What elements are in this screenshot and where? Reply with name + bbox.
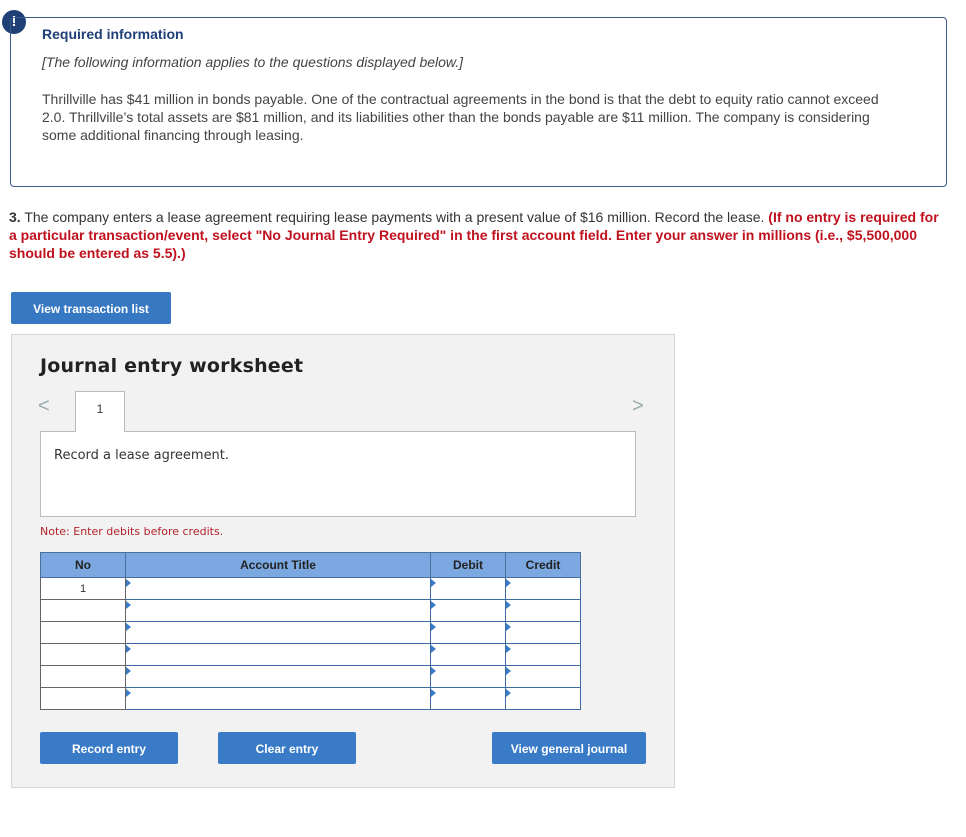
- question-number: 3.: [9, 209, 21, 225]
- account-title-select[interactable]: [126, 688, 431, 710]
- dropdown-arrow-icon: [431, 601, 436, 609]
- dropdown-arrow-icon: [431, 645, 436, 653]
- question-text: [9, 208, 949, 262]
- debit-input[interactable]: [431, 666, 506, 688]
- dropdown-arrow-icon: [126, 667, 131, 675]
- dropdown-arrow-icon: [431, 579, 436, 587]
- dropdown-arrow-icon: [431, 623, 436, 631]
- alert-icon: !: [2, 10, 26, 34]
- info-subtitle: [The following information applies to the questions displayed below.]: [42, 54, 464, 70]
- row-number: [41, 666, 126, 688]
- account-title-select[interactable]: [126, 600, 431, 622]
- dropdown-arrow-icon: [506, 623, 511, 631]
- view-transaction-list-button[interactable]: View transaction list: [11, 292, 171, 324]
- credit-input[interactable]: [506, 578, 581, 600]
- dropdown-arrow-icon: [506, 579, 511, 587]
- table-row: [41, 622, 581, 644]
- column-header-account-title: Account Title: [126, 553, 431, 578]
- column-header-debit: Debit: [431, 553, 506, 578]
- debit-input[interactable]: [431, 644, 506, 666]
- table-row: [41, 578, 581, 600]
- row-number: 1: [41, 578, 126, 600]
- worksheet-note: Note: Enter debits before credits.: [40, 525, 224, 538]
- dropdown-arrow-icon: [506, 645, 511, 653]
- account-title-select[interactable]: [126, 578, 431, 600]
- worksheet-title: Journal entry worksheet: [40, 355, 304, 377]
- table-row: [41, 688, 581, 710]
- dropdown-arrow-icon: [431, 689, 436, 697]
- transaction-description: Record a lease agreement.: [40, 431, 636, 517]
- row-number: [41, 622, 126, 644]
- row-number: [41, 644, 126, 666]
- info-title: Required information: [42, 26, 184, 42]
- question-instruction: (If no entry is required for a particular transaction/event, select "No Journal Entry Required" in the first account field. Enter your answer in millions (i.e., $5,500,000 should be entered as 5.5).): [9, 209, 939, 261]
- question-prompt: The company enters a lease agreement requiring lease payments with a present value of $16 million. Record the lease.: [20, 209, 769, 225]
- credit-input[interactable]: [506, 600, 581, 622]
- credit-input[interactable]: [506, 622, 581, 644]
- row-number: [41, 600, 126, 622]
- record-entry-button[interactable]: Record entry: [40, 732, 178, 764]
- table-row: [41, 600, 581, 622]
- dropdown-arrow-icon: [126, 645, 131, 653]
- dropdown-arrow-icon: [126, 689, 131, 697]
- account-title-select[interactable]: [126, 644, 431, 666]
- dropdown-arrow-icon: [126, 601, 131, 609]
- account-title-select[interactable]: [126, 666, 431, 688]
- journal-entry-worksheet: [11, 334, 675, 788]
- credit-input[interactable]: [506, 644, 581, 666]
- chevron-right-icon[interactable]: >: [632, 395, 644, 417]
- account-title-select[interactable]: [126, 622, 431, 644]
- debit-input[interactable]: [431, 622, 506, 644]
- row-number: [41, 688, 126, 710]
- dropdown-arrow-icon: [126, 623, 131, 631]
- column-header-no: No: [41, 553, 126, 578]
- chevron-left-icon[interactable]: <: [38, 395, 50, 417]
- credit-input[interactable]: [506, 688, 581, 710]
- transaction-tab-1[interactable]: 1: [75, 391, 125, 432]
- dropdown-arrow-icon: [506, 689, 511, 697]
- table-row: [41, 666, 581, 688]
- debit-input[interactable]: [431, 578, 506, 600]
- table-row: [41, 644, 581, 666]
- column-header-credit: Credit: [506, 553, 581, 578]
- dropdown-arrow-icon: [506, 601, 511, 609]
- credit-input[interactable]: [506, 666, 581, 688]
- dropdown-arrow-icon: [506, 667, 511, 675]
- debit-input[interactable]: [431, 600, 506, 622]
- dropdown-arrow-icon: [126, 579, 131, 587]
- clear-entry-button[interactable]: Clear entry: [218, 732, 356, 764]
- dropdown-arrow-icon: [431, 667, 436, 675]
- info-body: Thrillville has $41 million in bonds payable. One of the contractual agreements in the bond is that the debt to equity ratio cannot exceed 2.0. Thrillville’s total assets are $81 million, and its liabilities other than the bonds payable are $11 million. The company is considering some additional financing through leasing.: [42, 91, 879, 143]
- journal-table: [40, 552, 581, 710]
- debit-input[interactable]: [431, 688, 506, 710]
- view-general-journal-button[interactable]: View general journal: [492, 732, 646, 764]
